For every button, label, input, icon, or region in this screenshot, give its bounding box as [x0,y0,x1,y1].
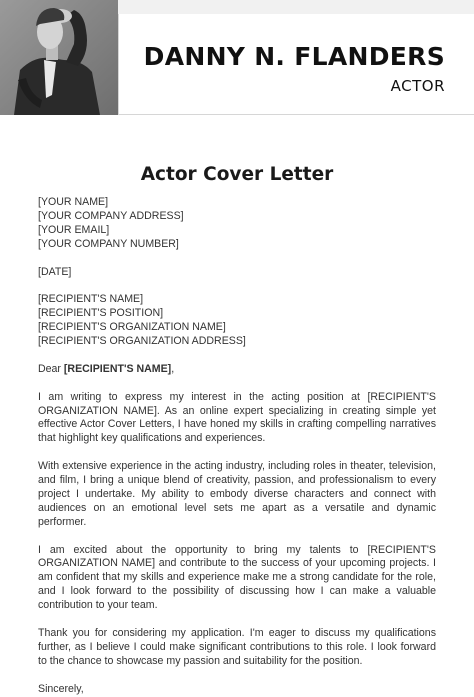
salutation-recipient: [RECIPIENT'S NAME] [63,362,172,375]
letter-body [38,196,436,697]
paragraph-closing: Thank you for considering my application. I'm eager to discuss my qualifications further, as I believe I could make significant contributions to this role. I look forward to the chance to showcase my passion and suitability for the position. [38,626,436,667]
salutation-suffix: , [171,362,175,375]
sender-address: [YOUR COMPANY ADDRESS] [38,209,184,222]
document-title: Actor Cover Letter [140,164,334,185]
recipient-organization: [RECIPIENT'S ORGANIZATION NAME] [38,321,226,334]
recipient-address: [RECIPIENT'S ORGANIZATION ADDRESS] [38,335,246,348]
salutation-prefix: Dear [38,362,64,375]
closing-signoff: Sincerely, [38,682,84,695]
sender-email: [YOUR EMAIL] [38,223,110,236]
salutation [38,363,436,377]
letter-date: [DATE] [38,265,72,278]
sender-name: [YOUR NAME] [38,196,109,208]
sender-phone: [YOUR COMPANY NUMBER] [38,237,179,250]
recipient-block [38,293,436,349]
portrait-photo [0,0,118,115]
applicant-name: DANNY N. FLANDERS [143,42,445,71]
recipient-position: [RECIPIENT'S POSITION] [38,307,164,320]
recipient-name: [RECIPIENT'S NAME] [38,293,144,306]
paragraph-motivation: I am excited about the opportunity to bring my talents to [RECIPIENT'S ORGANIZATION NAME] and contribute to the success of your upcoming projects. I am confident that my skills and experience make me a strong candidate for the role, and I look forward to the possibility of discussing how I can make a valuable contribution to your team. [38,543,436,612]
sender-block [38,196,436,252]
paragraph-intro: I am writing to express my interest in the acting position at [RECIPIENT'S ORGANIZATION NAME]. As an online expert specializing in creating simple yet effective Actor Cover Letters, I have honed my skills in crafting compelling narratives that highlight key qualifications and experiences. [38,390,436,445]
paragraph-experience: With extensive experience in the acting industry, including roles in theater, television, and film, I bring a unique blend of creativity, passion, and professionalism to every project I undertake. My ability to embody diverse characters and connect with audiences on an emotional level sets me apart as a versatile and dynamic performer. [38,460,436,528]
portrait-photo-graphic [0,0,118,115]
letter-header [0,0,474,115]
applicant-role: ACTOR [390,77,445,95]
